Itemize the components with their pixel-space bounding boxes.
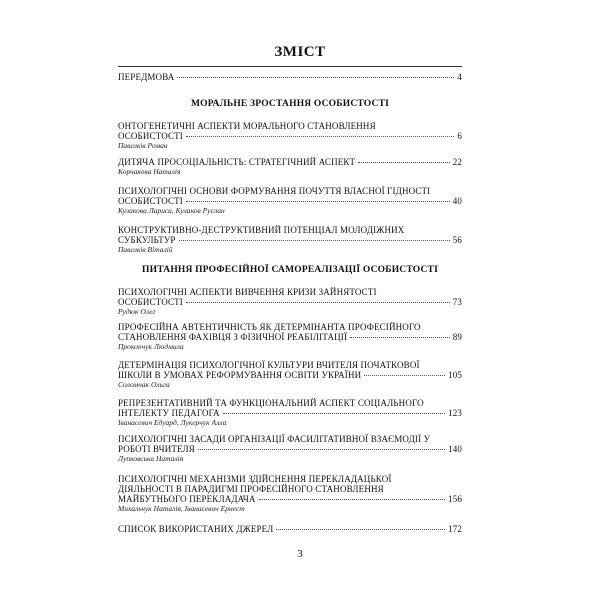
- entry-author: Михальчук Наталія, Іванасевич Ернест: [118, 504, 245, 513]
- page-number: 3: [297, 548, 303, 560]
- page-title: ЗМІСТ: [274, 44, 326, 60]
- leader-dots: [186, 302, 450, 303]
- entry-title-line: ІНТЕЛЕКТУ ПЕДАГОГА: [118, 408, 220, 418]
- leader-dots: [364, 375, 445, 376]
- entry-title-line: ПСИХОЛОГІЧНІ ЗАСАДИ ОРГАНІЗАЦІЇ ФАСИЛІТАТИВНОЇ ВЗАЄМОДІЇ У: [118, 434, 431, 444]
- leader-dots: [186, 136, 454, 137]
- title-rule: [118, 66, 462, 67]
- leader-dots: [358, 162, 450, 163]
- entry-title-line: ДИТЯЧА ПРОСОЦІАЛЬНІСТЬ: СТРАТЕГІЧНИЙ АСПЕКТ: [118, 157, 356, 167]
- entry-page: 89: [452, 332, 462, 342]
- entry-title-line: СУБКУЛЬТУР: [118, 235, 176, 245]
- leader-dots: [223, 413, 445, 414]
- section-heading: ПИТАННЯ ПРОФЕСІЙНОЇ САМОРЕАЛІЗАЦІЇ ОСОБИСТОСТІ: [142, 265, 438, 275]
- entry-author: Соломчак Ольга: [118, 380, 170, 389]
- entry-page: 156: [448, 494, 462, 504]
- toc-entry[interactable]: [118, 157, 462, 176]
- entry-title-line: ОСОБИСТОСТІ: [118, 297, 183, 307]
- leader-dots: [198, 449, 445, 450]
- entry-title-line: ПРОФЕСІЙНА АВТЕНТИЧНІСТЬ ЯК ДЕТЕРМІНАНТА ПРОФЕСІЙНОГО: [118, 322, 421, 332]
- entry-title-line: МАЙБУТНЬОГО ПЕРЕКЛАДАЧА: [118, 494, 256, 504]
- entry-title-line: ПСИХОЛОГІЧНІ МЕХАНІЗМИ ЗДІЙСНЕННЯ ПЕРЕКЛАДАЦЬКОЇ: [118, 474, 392, 484]
- entry-title-line: КОНСТРУКТИВНО-ДЕСТРУКТИВНИЙ ПОТЕНЦІАЛ МОЛОДІЖНИХ: [118, 225, 405, 235]
- entry-title-line: ПСИХОЛОГІЧНІ ОСНОВИ ФОРМУВАННЯ ПОЧУТТЯ ВЛАСНОЇ ГІДНОСТІ: [118, 186, 431, 196]
- entry-title-line: ДЕТЕРМІНАЦІЯ ПСИХОЛОГІЧНОЇ КУЛЬТУРИ ВЧИТЕЛЯ ПОЧАТКОВОЇ: [118, 360, 420, 370]
- entry-page: 123: [448, 408, 462, 418]
- entry-title-line: ШКОЛИ В УМОВАХ РЕФОРМУВАННЯ ОСВІТИ УКРАЇНИ: [118, 370, 362, 380]
- toc-entry[interactable]: [118, 322, 462, 351]
- toc-entry[interactable]: [118, 398, 462, 427]
- entry-author: Лупковська Наталія: [118, 454, 184, 463]
- entry-page: 73: [452, 297, 462, 307]
- entry-title-line: РОБОТІ ВЧИТЕЛЯ: [118, 444, 195, 454]
- section-heading: МОРАЛЬНЕ ЗРОСТАННЯ ОСОБИСТОСТІ: [190, 99, 390, 109]
- leader-dots: [276, 529, 445, 530]
- toc-entry-bibliography[interactable]: [118, 524, 462, 534]
- entry-page: 4: [457, 72, 462, 82]
- toc-entry[interactable]: [118, 434, 462, 463]
- leader-dots: [350, 337, 450, 338]
- leader-dots: [177, 77, 454, 78]
- leader-dots: [186, 201, 450, 202]
- entry-author: Прокопчук Людмила: [118, 342, 184, 351]
- entry-title-line: ОНТОГЕНЕТИЧНІ АСПЕКТИ МОРАЛЬНОГО СТАНОВЛЕННЯ: [118, 121, 376, 131]
- entry-page: 40: [452, 196, 462, 206]
- entry-title-line: РЕПРЕЗЕНТАТИВНИЙ ТА ФУНКЦІОНАЛЬНИЙ АСПЕКТ СОЦІАЛЬНОГО: [118, 398, 424, 408]
- entry-page: 140: [448, 444, 462, 454]
- entry-author: Іванасевич Едуард, Лукерчук Алла: [118, 418, 227, 427]
- entry-page: 105: [448, 370, 462, 380]
- entry-title-line: ПСИХОЛОГІЧНІ АСПЕКТИ ВИВЧЕННЯ КРИЗИ ЗАЙНЯТОСТІ: [118, 287, 377, 297]
- toc-entry[interactable]: [118, 360, 462, 389]
- toc-entry[interactable]: [118, 287, 462, 316]
- entry-page: 22: [452, 157, 462, 167]
- entry-page: 172: [448, 524, 462, 534]
- toc-entry[interactable]: [118, 121, 462, 150]
- entry-author: Павелків Роман: [118, 141, 168, 150]
- toc-entry[interactable]: [118, 225, 462, 254]
- leader-dots: [259, 499, 445, 500]
- entry-title: СПИСОК ВИКОРИСТАНИХ ДЖЕРЕЛ: [118, 524, 274, 534]
- entry-title-line: ОСОБИСТОСТІ: [118, 196, 183, 206]
- toc-entry-preface[interactable]: [118, 72, 462, 82]
- toc-entry[interactable]: [118, 474, 462, 513]
- entry-page: 56: [452, 235, 462, 245]
- entry-author: Кулакова Лариса, Кулаков Руслан: [118, 206, 225, 215]
- toc-entry[interactable]: [118, 186, 462, 215]
- entry-author: Корчакова Наталія: [118, 167, 181, 176]
- entry-author: Павелків Віталій: [118, 245, 173, 254]
- entry-page: 6: [457, 131, 462, 141]
- entry-title: ПЕРЕДМОВА: [118, 72, 175, 82]
- leader-dots: [179, 240, 450, 241]
- entry-title-line: ДІЯЛЬНОСТІ В ПАРАДИГМІ ПРОФЕСІЙНОГО СТАНОВЛЕННЯ: [118, 484, 384, 494]
- entry-author: Рудюк Олег: [118, 307, 156, 316]
- entry-title-line: СТАНОВЛЕННЯ ФАХІВЦЯ З ФІЗИЧНОЇ РЕАБІЛІТАЦІЇ: [118, 332, 348, 342]
- entry-title-line: ОСОБИСТОСТІ: [118, 131, 183, 141]
